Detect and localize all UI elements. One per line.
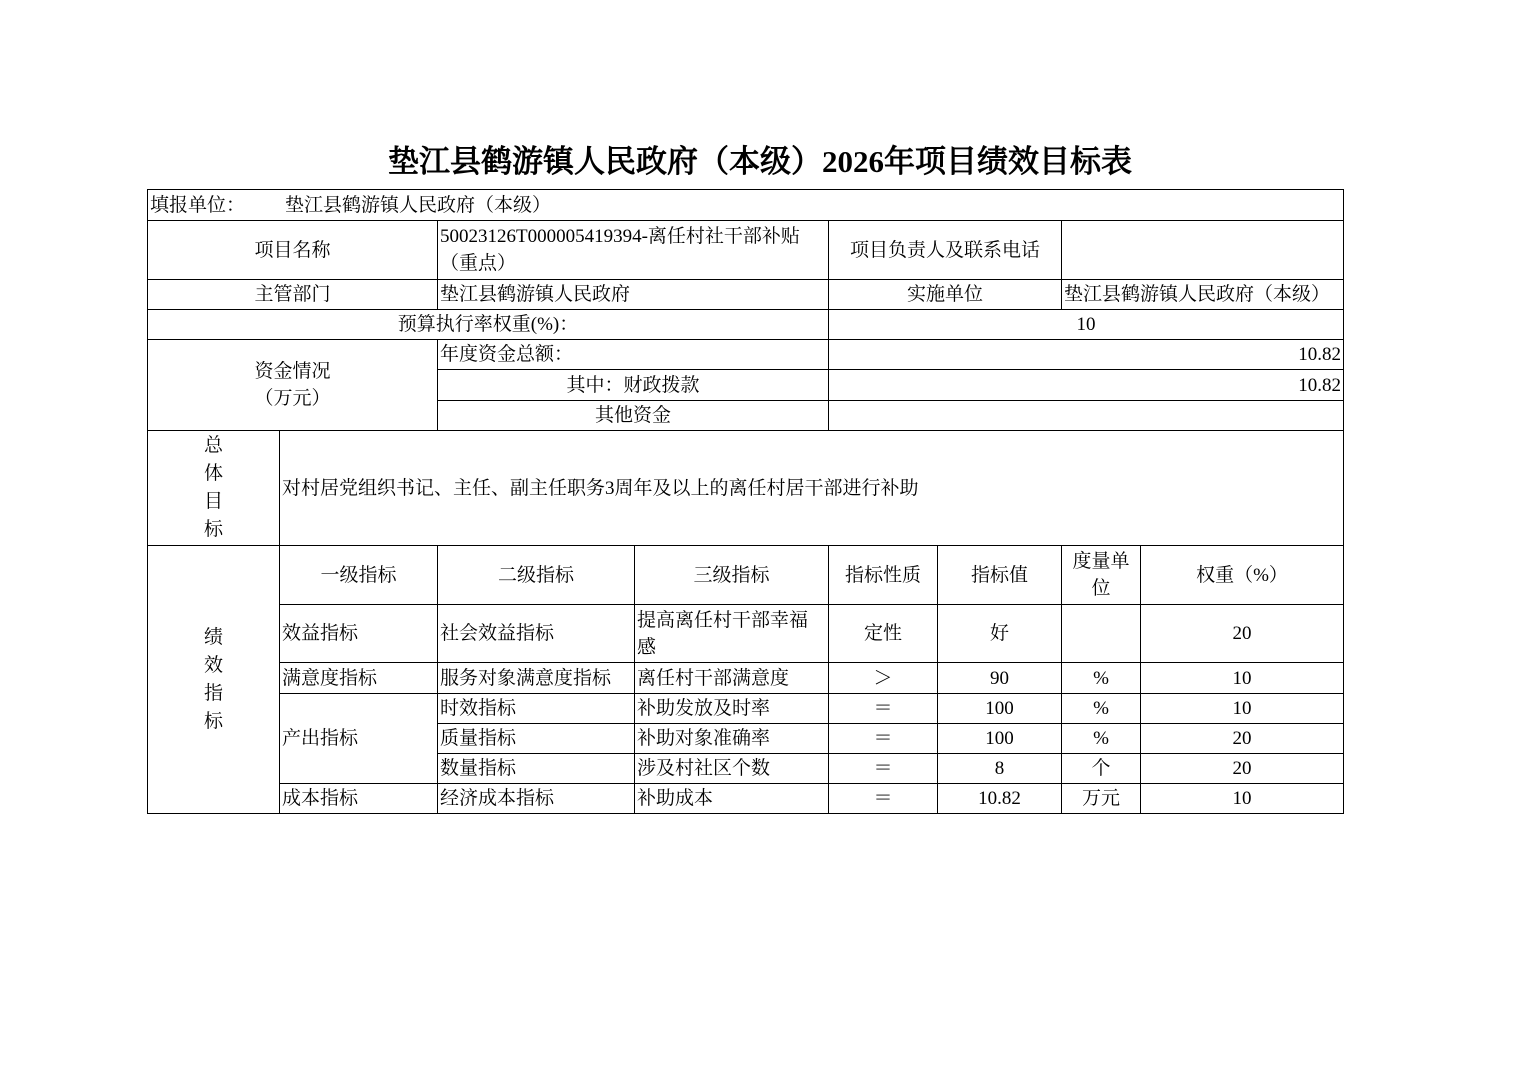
nature-cell: ＝: [829, 724, 938, 754]
funds-label-line2: （万元）: [254, 388, 331, 409]
weight-cell: 20: [1141, 724, 1344, 754]
nature-cell: ＞: [829, 663, 938, 694]
unit-cell: [1062, 605, 1141, 663]
indicators-char: 标: [203, 710, 223, 732]
value-cell: 90: [938, 663, 1062, 694]
table-row: [148, 663, 1344, 694]
overall-goal-char: 体: [203, 463, 223, 484]
level1-cell: 效益指标: [280, 605, 438, 663]
weight-cell: 20: [1141, 754, 1344, 784]
header-unit: 度量单位: [1062, 546, 1141, 605]
level2-cell: 社会效益指标: [438, 605, 635, 663]
fiscal-funds-value: 10.82: [829, 370, 1344, 401]
funds-label-line1: 资金情况: [254, 361, 331, 382]
level3-cell: 提高离任村干部幸福感: [635, 605, 829, 663]
report-unit-label: 填报单位：: [150, 194, 246, 216]
project-leader-label: 项目负责人及联系电话: [829, 221, 1062, 280]
budget-weight-label: 预算执行率权重(%)：: [148, 310, 829, 340]
header-value: 指标值: [938, 546, 1062, 605]
annual-funds-value: 10.82: [829, 340, 1344, 370]
indicators-char: 绩: [203, 626, 223, 648]
level2-cell: 时效指标: [438, 694, 635, 724]
value-cell: 8: [938, 754, 1062, 784]
level3-cell: 补助发放及时率: [635, 694, 829, 724]
header-level3: 三级指标: [635, 546, 829, 605]
value-cell: 100: [938, 694, 1062, 724]
unit-cell: %: [1062, 663, 1141, 694]
annual-funds-label: 年度资金总额：: [438, 340, 829, 370]
value-cell: 好: [938, 605, 1062, 663]
header-level1: 一级指标: [280, 546, 438, 605]
unit-cell: %: [1062, 724, 1141, 754]
impl-unit-label: 实施单位: [829, 280, 1062, 310]
indicators-char: 指: [203, 682, 223, 704]
level3-cell: 补助成本: [635, 784, 829, 814]
dept-label: 主管部门: [148, 280, 438, 310]
level1-cell: 成本指标: [280, 784, 438, 814]
value-cell: 10.82: [938, 784, 1062, 814]
dept-value: 垫江县鹤游镇人民政府: [438, 280, 829, 310]
weight-cell: 10: [1141, 784, 1344, 814]
level3-cell: 补助对象准确率: [635, 724, 829, 754]
header-level2: 二级指标: [438, 546, 635, 605]
nature-cell: 定性: [829, 605, 938, 663]
value-cell: 100: [938, 724, 1062, 754]
level1-cell: 满意度指标: [280, 663, 438, 694]
level2-cell: 服务对象满意度指标: [438, 663, 635, 694]
table-row: [148, 694, 1344, 724]
unit-cell: %: [1062, 694, 1141, 724]
weight-cell: 10: [1141, 663, 1344, 694]
project-leader-value: [1062, 221, 1344, 280]
performance-target-table: [147, 189, 1344, 814]
nature-cell: ＝: [829, 784, 938, 814]
other-funds-label: 其他资金: [438, 401, 829, 431]
overall-goal-text: 对村居党组织书记、主任、副主任职务3周年及以上的离任村居干部进行补助: [280, 431, 1344, 546]
header-nature: 指标性质: [829, 546, 938, 605]
level2-cell: 数量指标: [438, 754, 635, 784]
unit-cell: 个: [1062, 754, 1141, 784]
unit-cell: 万元: [1062, 784, 1141, 814]
report-unit-value: 垫江县鹤游镇人民政府（本级）: [285, 194, 552, 216]
page-title: 垫江县鹤游镇人民政府（本级）2026年项目绩效目标表: [388, 144, 1132, 179]
nature-cell: ＝: [829, 694, 938, 724]
other-funds-value: [829, 401, 1344, 431]
overall-goal-label: [148, 431, 280, 546]
overall-goal-char: 总: [203, 435, 223, 456]
fiscal-funds-label: 其中：财政拨款: [438, 370, 829, 401]
table-row: [148, 784, 1344, 814]
table-row: [148, 605, 1344, 663]
project-name-value: 50023126T000005419394-离任村社干部补贴（重点）: [438, 221, 829, 280]
weight-cell: 10: [1141, 694, 1344, 724]
level3-cell: 离任村干部满意度: [635, 663, 829, 694]
budget-weight-value: 10: [829, 310, 1344, 340]
overall-goal-char: 目: [203, 491, 223, 512]
level1-cell: 产出指标: [280, 694, 438, 784]
level3-cell: 涉及村社区个数: [635, 754, 829, 784]
indicators-label: [148, 546, 280, 814]
overall-goal-char: 标: [203, 519, 223, 540]
impl-unit-value: 垫江县鹤游镇人民政府（本级）: [1062, 280, 1344, 310]
weight-cell: 20: [1141, 605, 1344, 663]
funds-label: [148, 340, 438, 431]
report-unit-cell: [148, 190, 1344, 221]
level2-cell: 经济成本指标: [438, 784, 635, 814]
header-weight: 权重（%）: [1141, 546, 1344, 605]
level2-cell: 质量指标: [438, 724, 635, 754]
project-name-label: 项目名称: [148, 221, 438, 280]
nature-cell: ＝: [829, 754, 938, 784]
indicators-char: 效: [203, 654, 223, 676]
